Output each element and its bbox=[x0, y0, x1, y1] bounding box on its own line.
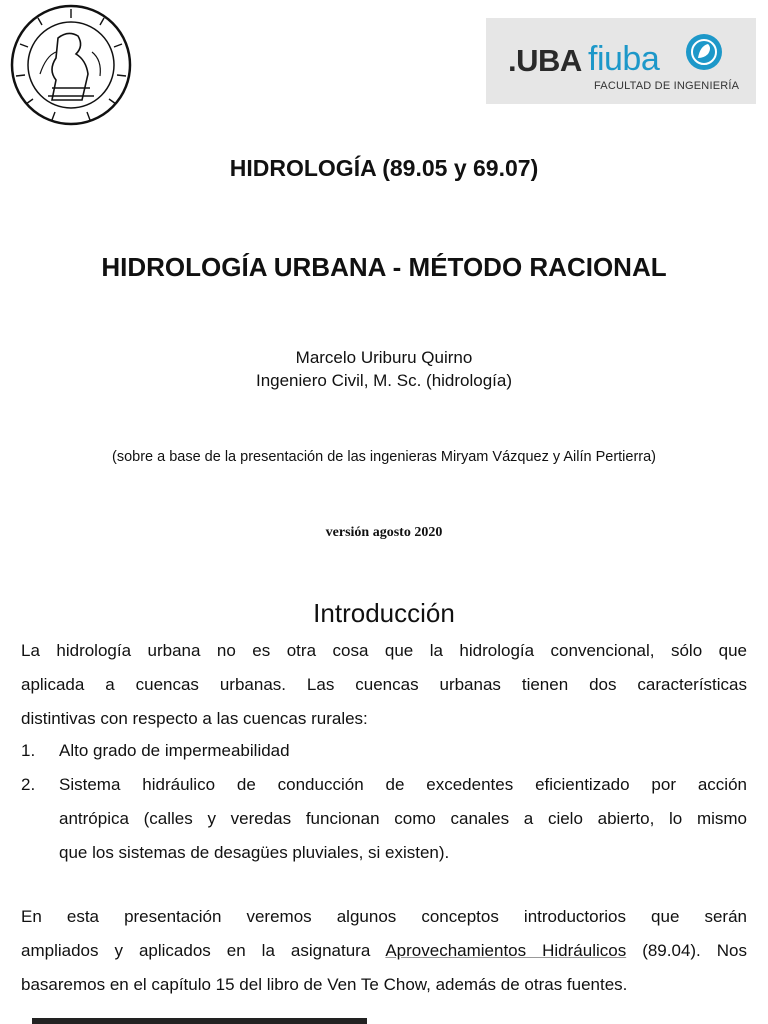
university-seal-logo bbox=[8, 4, 134, 126]
fiuba-brand-logo bbox=[486, 18, 756, 104]
list-item-line: antrópica (calles y veredas funcionan como canales a cielo abierto, lo mismo bbox=[59, 809, 747, 828]
paragraph-line: distintivas con respecto a las cuencas rurales: bbox=[21, 709, 368, 728]
list-number: 1. bbox=[21, 741, 36, 760]
characteristics-list bbox=[21, 734, 747, 870]
brand-uba-text: .UBA bbox=[508, 43, 582, 78]
intro-paragraph-1 bbox=[21, 634, 747, 736]
fiuba-emblem-icon bbox=[684, 32, 724, 72]
paragraph-line: basaremos en el capítulo 15 del libro de Ven Te Chow, además de otras fuentes. bbox=[21, 975, 628, 994]
brand-fiuba-text: fiuba bbox=[588, 40, 660, 78]
course-title: HIDROLOGÍA (89.05 y 69.07) bbox=[229, 155, 539, 181]
list-item-line: que los sistemas de desagües pluviales, si existen). bbox=[59, 843, 450, 862]
figure-top-edge bbox=[32, 1018, 367, 1024]
source-note: (sobre a base de la presentación de las ingenieras Miryam Vázquez y Ailín Pertierra) bbox=[111, 449, 657, 465]
list-item-line: Sistema hidráulico de conducción de excedentes eficientizado por acción bbox=[59, 775, 747, 794]
author-name: Marcelo Uriburu Quirno bbox=[295, 348, 473, 367]
list-item-line: Alto grado de impermeabilidad bbox=[59, 741, 290, 760]
author-credentials: Ingeniero Civil, M. Sc. (hidrología) bbox=[255, 371, 513, 390]
author-block bbox=[0, 346, 768, 392]
paragraph-line: En esta presentación veremos algunos conceptos introductorios que serán bbox=[21, 907, 747, 926]
document-title: HIDROLOGÍA URBANA - MÉTODO RACIONAL bbox=[101, 252, 667, 282]
paragraph-text: (89.04). Nos bbox=[626, 941, 747, 960]
brand-faculty-subtitle: FACULTAD DE INGENIERÍA bbox=[594, 80, 740, 92]
list-item bbox=[21, 734, 747, 768]
paragraph-text: ampliados y aplicados en la asignatura bbox=[21, 941, 386, 960]
list-number: 2. bbox=[21, 775, 36, 794]
paragraph-line: La hidrología urbana no es otra cosa que la hidrología convencional, sólo que bbox=[21, 641, 747, 660]
list-item bbox=[21, 768, 747, 870]
course-link-aprovechamientos[interactable]: Aprovechamientos Hidráulicos bbox=[385, 941, 627, 960]
version-label: versión agosto 2020 bbox=[325, 525, 443, 540]
paragraph-line bbox=[21, 934, 747, 968]
paragraph-line: aplicada a cuencas urbanas. Las cuencas urbanas tienen dos características bbox=[21, 675, 747, 694]
intro-paragraph-2 bbox=[21, 900, 747, 1002]
section-heading-introduccion: Introducción bbox=[313, 598, 455, 628]
